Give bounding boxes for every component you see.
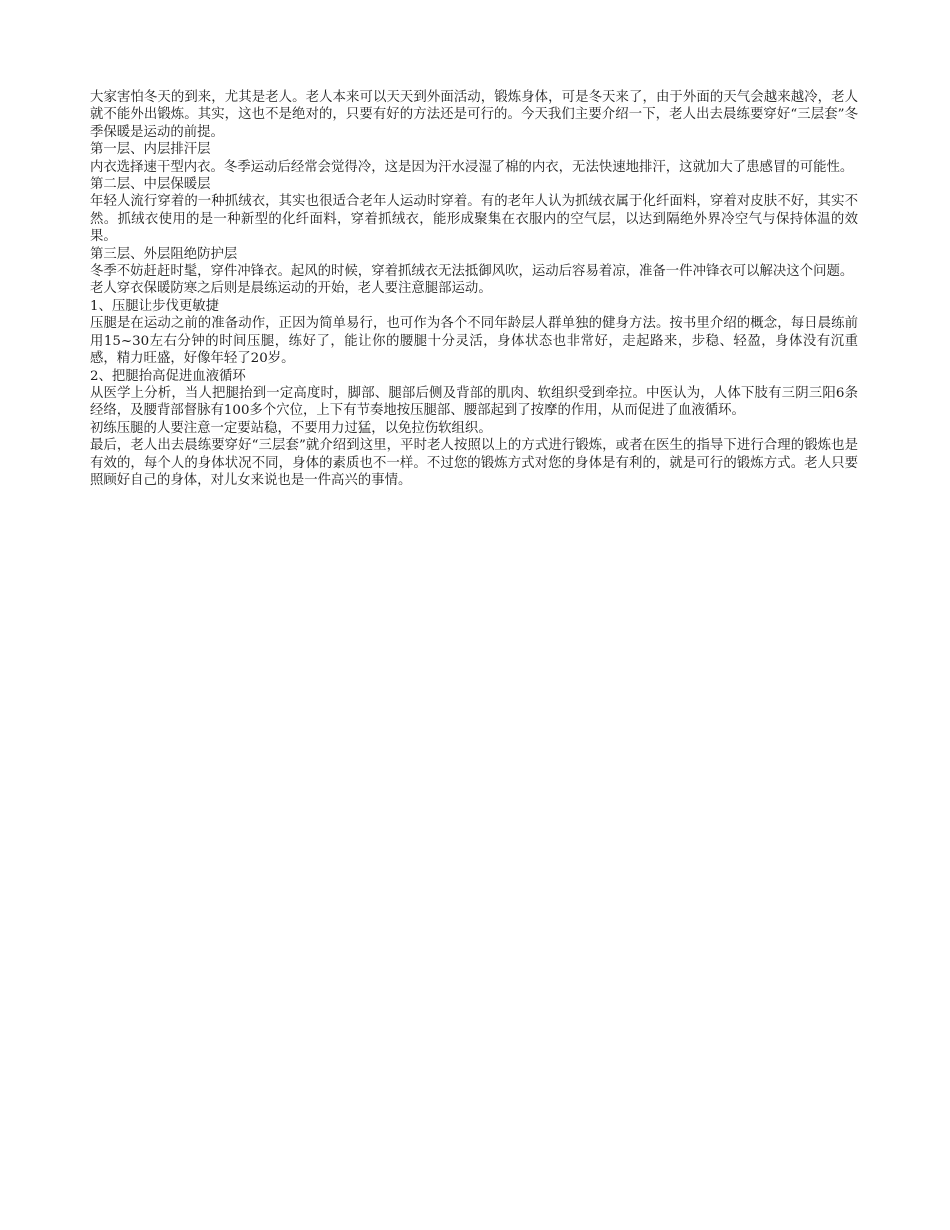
leg-exercise-intro-paragraph: 老人穿衣保暖防寒之后则是晨练运动的开始，老人要注意腿部运动。 bbox=[90, 281, 492, 297]
document-body bbox=[90, 89, 858, 489]
outer-layer-paragraph: 冬季不妨赶赶时髦，穿件冲锋衣。起风的时候，穿着抓绒衣无法抵御风吹，运动后容易着凉，准备一件冲锋衣可以解决这个问题。 bbox=[90, 264, 854, 280]
inner-layer-paragraph: 内衣选择速干型内衣。冬季运动后经常会觉得冷，这是因为汗水浸湿了棉的内衣，无法快速地排汗，这就加大了患感冒的可能性。 bbox=[90, 159, 854, 175]
section-heading-leg-raise: 2、把腿抬高促进血液循环 bbox=[90, 368, 246, 384]
leg-press-paragraph: 压腿是在运动之前的准备动作，正因为简单易行，也可作为各个不同年龄层人群单独的健身方法。按书里介绍的概念，每日晨练前用15~30左右分钟的时间压腿，练好了，能让你的腰腿十分灵活，身体状态也非常好，走起路来，步稳、轻盈，身体没有沉重感，精力旺盛，好像年轻了20岁。 bbox=[90, 316, 858, 367]
section-heading-middle-layer: 第二层、中层保暖层 bbox=[90, 177, 211, 193]
conclusion-paragraph: 最后，老人出去晨练要穿好“三层套”就介绍到这里，平时老人按照以上的方式进行锻炼，或者在医生的指导下进行合理的锻炼也是有效的，每个人的身体状况不同，身体的素质也不一样。不过您的锻炼方式对您的身体是有利的，就是可行的锻炼方式。老人只要照顾好自己的身体，对儿女来说也是一件高兴的事情。 bbox=[90, 438, 858, 488]
intro-paragraph: 大家害怕冬天的到来，尤其是老人。老人本来可以天天到外面活动，锻炼身体，可是冬天来了，由于外面的天气会越来越冷，老人就不能外出锻炼。其实，这也不是绝对的，只要有好的方法还是可行的。今天我们主要介绍一下，老人出去晨练要穿好“三层套”冬季保暖是运动的前提。 bbox=[90, 90, 858, 140]
section-heading-inner-layer: 第一层、内层排汗层 bbox=[90, 142, 211, 158]
middle-layer-paragraph: 年轻人流行穿着的一种抓绒衣，其实也很适合老年人运动时穿着。有的老年人认为抓绒衣属于化纤面料，穿着对皮肤不好，其实不然。抓绒衣使用的是一种新型的化纤面料，穿着抓绒衣，能形成聚集在衣服内的空气层，以达到隔绝外界冷空气与保持体温的效果。 bbox=[90, 194, 858, 245]
section-heading-leg-press: 1、压腿让步伐更敏捷 bbox=[90, 298, 220, 314]
section-heading-outer-layer: 第三层、外层阻绝防护层 bbox=[90, 246, 238, 262]
caution-paragraph: 初练压腿的人要注意一定要站稳，不要用力过猛，以免拉伤软组织。 bbox=[90, 420, 492, 436]
leg-raise-paragraph: 从医学上分析，当人把腿抬到一定高度时，脚部、腿部后侧及背部的肌肉、软组织受到牵拉。中医认为，人体下肢有三阴三阳6条经络，及腰背部督脉有100多个穴位，上下有节奏地按压腿部、腰部起到了按摩的作用，从而促进了血液循环。 bbox=[90, 385, 858, 419]
